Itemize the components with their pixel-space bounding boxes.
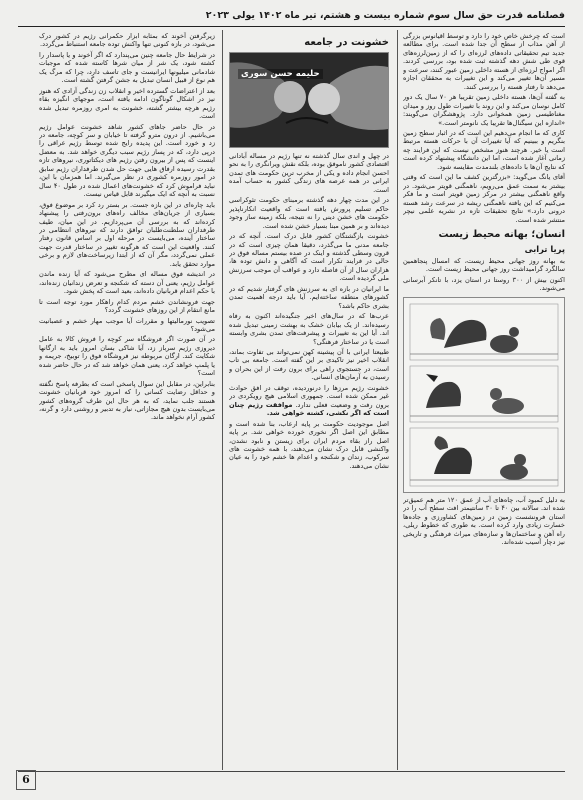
paragraph: به دلیل کمبود آب، چاه‌های آب از عمق ۱۲۰ متر هم عمیق‌تر شده اند. سالانه بین ۴۰ تا ۳۰ سانتیمتر افت سطح آب را در استان فرونشست زمین در زمین‌های کشاورزی و جاده‌ها خسارت زیادی وارد کرده است. به طوری که خطوط ریلی، راه آهن و ساختمان‌ها و سازه‌های میراث فرهنگی و تاریخی نیز دچار آسیب شده‌اند. [403,495,565,547]
paragraph: جهت فرونشاندن خشم مردم کدام راهکار مورد توجه است تا مانع انتقام از این روزهای خشونت گردد؟ [39,297,215,315]
paragraph-text: خشونت رژیم مرزها را درنوردیده، توقف در افق حوادث غیر ممکن شده است. جمهوری اسلامی هیچ رویکردی در برون رفت و وضعیت فعلی ندارد. [229,383,389,409]
paragraph: در آن صورت اگر فروشگاه سر کوچه را فروش کالا به عامل دیروزی رژیم سرباز زد، آیا شاکی بسان امروز باید به ارگانها شکایت کند. ارگان مربوطه نیز فروشگاه فوق را توبیخ، جریمه و یا پلمپ خواهد کرد، یعنی همان خواهد شد که در حال حاضر شده است؟ [39,335,215,378]
paragraph: به بهانه روز جهانی محیط زیست، که امسال پنجاهمین سالگرد گرامیداشت روز جهانی محیط زیست است. [403,256,565,274]
paragraph: اکنون بیش از ۳۰۰ روستا در استان یزد، با تانکر آبرسانی می‌شوند. [403,275,565,293]
paragraph: زیرگرفتن آخوند که بمثابه ابزار حکمرانی رژیم در کشور درک می‌شود، در بازه کنونی تنها واکنش توده جامعه استنباط می‌گردد. [39,32,215,49]
paragraph: در چهل و اندی سال گذشته نه تنها رژیم در مساله آبادانی اقتصادی کشور ناموفق بوده، بلکه نقش ویرانگری را به نحو احسن انجام داده و یکی از مخرب ترین حکومت های تمدن ایرانی در همه عرصه های زندگی کشور به حساب آمده است. [229,152,389,194]
column-divider [397,30,398,770]
article-author: حلیمه حسن سوری [238,69,323,79]
paragraph: باید چاره‌ای در این بازه جست. بر بستر رد کرد بر موضوع فوق، بسیاری از جریان‌های مخالف راه‌های برون‌رفتی را پیشنهاد کرده‌اند که به بررسی آن می‌پردازیم. در این میان، طیف طرفداران سلطنت‌طلبان توافق دارند که نیروهای انتظامی در ساختار آینده، می‌بایست در مرحله اول بر اساس قانون رفتار کنند. واقعیت این است که هرگونه تغییر در ساختار قدرت جهت عملی نمی‌گردد، مگر آن که از ابتدا زیرساخت‌های لازم و برخی موارد تحقق یابد. [39,200,215,268]
environment-cartoon-image [403,297,565,493]
paragraph: است که چرخش خاص خود را دارد و توسط اقیانوس بزرگی از آهن مذاب از سطح آن جدا شده است. برای مطالعه جدید تیم تحقیقاتی داده‌های لرزه‌ای را که از زمین‌لرزه‌های قوی طی شش دهه گذشته ثبت شده بود، بررسی کردند. اگر امواج لرزه‌ای از هسته داخلی زمین عبور کنند، سرعت و مسیر آن‌ها تغییر می‌کند و این تغییرات به محققان اجازه می‌دهد تا رفتار هسته را بررسی کنند. [403,32,565,91]
paragraph: بنابراین، در مقابل این سوال پاسخی است که بطرفه پاسخ نگفته و حداقل رضایت کسانی را که امروز خود قربانیان خشونت هستند جلب نماید، که به هر حال این طرف گروه‌های کشور می‌بایست بدون هیچ مجازاتی، نیاز به تدبیر و روشنی دارد و گرنه، کشور آرام نخواهد ماند. [39,379,215,422]
paragraph: به گفته آن‌ها، هسته داخلی زمین تقریبا هر ۷۰ سال یک دور کامل نوسان می‌کند و این روند با تغییرات طول روز و میدان مغناطیسی زمین همخوانی دارد. پژوهشگران می‌گویند: «اندازه این سیگنال‌ها تقریبا یک نانومتر است.» [403,93,565,127]
paragraph: طبیعتا ایرانی با آن پیشینه کهن نمی‌تواند بی تفاوت بماند، انقلاب اخیر نیز تاکیدی بر این گفته است. جامعه بی تاب است، در جستجوی راهی برای برون رفت از این بحران و رسیدن به آرمان‌های انسانی. [229,347,389,382]
article-heading: خشونت در جامعه [304,37,389,48]
paragraph: آقای یانگ می‌گوید: «بزرگترین کشف ما این است که وقتی بیشتر به سمت عمق می‌رویم، ناهمگنی قویتر می‌شود. در واقع ناهمگنی بیشتر در مرکز زمین قویتر است و ما فکر می‌کنیم که این یافته ناهمگنی ریشه در سرعت رشد هسته درونی دارد.» نتایج تحقیقات تازه در نشریه علمی نیچر منتشر شده است. [403,173,565,224]
fists-photo [229,52,389,148]
paragraph: بعد از اعتراضات گسترده اخیر و انقلاب زن زندگی آزادی که هنوز نیز در اشکال گوناگون ادامه یافته است، موجهای انگیزه بقاء رژیم هرچه بیشتر گشته، خشونت به امری روزمره تبدیل شده است. [39,86,215,121]
fists-illustration [229,53,388,147]
paragraph: خشونت بازگشتگان کشور قابل درک است. آنچه که در جامعه مدنی ما می‌گذرد، دقیقا همان چیزی است که در قرون وسطی گذشته و اینک در صده بیستم مساله فوق در حالی در فرایند تکرار است که آگاهی و دانش توده ها، هزاران سال از آن فاصله دارد و عواقب آن موجب سرزنش ملی گردیده است. [229,232,389,283]
column-left [39,32,215,768]
article-author: پریا ترابی [524,243,565,254]
paragraph: کاری که ما انجام می‌دهیم این است که در اثبار سطح زمین بنگریم و ببینیم که آیا تغییرات آن با حرکات هسته مرتبط است یا خیر. هرچند هنوز مشخص نیست که این فرایند چه زمانی آغاز شده است، اما این دانشگاه پیشنهاد کرده است که نتایج آن‌ها با داده‌های بلندمدت مقایسه شود. [403,128,565,171]
page-header: فصلنامه قدرت حق سال سوم شماره بیست و هشتم، تیر ماه ۱۴۰۲ یولی ۲۰۲۳ [205,10,565,21]
cartoon-illustration [404,298,564,492]
paragraph [229,384,389,418]
paragraph: اصل موجودیت حکومت بر پایه ارعاب، بنا شده است و مطابق این اصل اگر نخوری خورده خواهی شد. بر پایه اصل راز بقاء مردم ایران برای زیستن و نابود نشدن، واکنشی قابل درک نشان می‌دهند، با همه خشونت های سرکوب، زندان و شکنجه و اعدام ها خشم خود را به عیان نشان می‌دهند. [229,419,389,470]
column-right [403,32,565,768]
paragraph: در حال حاضر جاهای کشور شاهد خشونت عوامل رژیم می‌باشیم. از درون مترو گرفته تا خیابان و سر کوچه، جامعه در زد و خورد است. این پدیده رایج شده توسط رژیم عراقی را درپی دارد، که در پساز رژیم سبب دیگری خواهد شد. به معضل اینست که پس از بیرون رفتن رژیم های دیکتاتوری، نیروهای تازه بقدرت رسیده ارفاق هایی جهت حل شدن طرفداران رژیم سابق در امور روزمره کشوری در نظر می‌گیرند. اما همزمان با این، نباید فراموش کرد که خشونت‌های اعمال شده در طول ۴۰ سال نسبت به آنچه که ایک میگیرند قابل قیاس نیست. [39,122,215,199]
paragraph: در این مدت چهار دهه گذشته برمبنای حکومت تئوکراسی حاکم تسلیم پرورش یافته است که واقعیت انکارناپذیر حکومت های خشن دینی را نه نتیجه، بلکه زمینه ساز وجود دیده‌اند و بر همین مبنا بسیار خشن شده است. [229,196,389,230]
header-rule [18,26,565,27]
column-middle [229,32,389,768]
paragraph: تصویب نورمالیتها و مقررات آیا موجب مهار خشم و عصبانیت می‌شود؟ [39,316,215,333]
paragraph: در شرایط حال جامعه چنین می‌پندارد که اگر آخوند و یا پاسدار را کشته شود، یک شر از میان شرها کاسته شده که موجبات شادمانی میلیونها ایرانیست و جای تاسف دارد، چرا که مرگ یک هم نوع از قبیل انسان تبدیل به جشن گرفتن گشته است. [39,50,215,85]
page-number: 6 [16,770,36,790]
footer-rule [18,771,565,772]
column-divider [222,30,223,770]
paragraph: در اندیشه فوق مساله ای مطرح می‌شود که آیا زنده ماندن عوامل رژیم، یعنی آن دسته که شکنجه و تعرض زندانیان زنده‌اند، با حکم اعدام قربانیان داده‌اند، بعید است که پخش شود. [39,270,215,296]
article-heading: انسان؛ بهانه محیط زیست [438,228,565,240]
paragraph: عرب‌ها که در سال‌های اخیر جنگیده‌اند اکنون به رفاه رسیده‌اند. از یک بیابان خشک به بهشت زمینی تبدیل شده اند. آیا این به تغییرات و پیشرفت‌های تمدن بشری وابسته است یا در ساختار فرهنگی؟ [229,312,389,346]
bold-quote: موافقت رژیم چنان است که اگر نکشی، کشته خواهی شد. [229,400,389,418]
paragraph: ما ایرانیان در بازه ای به سرزنش های گرفتار شدیم که در کشورهای منطقه ساخته‌ایم. آیا باید درجه اهمیت تمدن بشری حاکم باشد؟ [229,284,389,310]
